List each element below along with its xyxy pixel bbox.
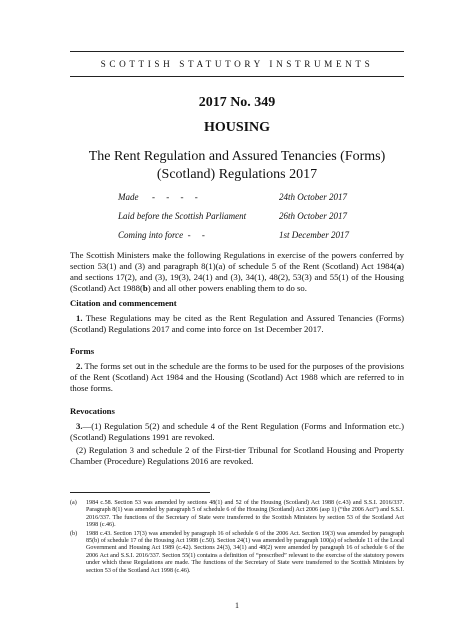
instrument-title: The Rent Regulation and Assured Tenancies (Forms) (Scotland) Regulations 2017 [88, 149, 386, 182]
footnote-ref-a[interactable]: a [396, 261, 402, 271]
regulation-number: 1. [76, 313, 83, 323]
date-value: 1st December 2017 [279, 230, 349, 240]
regulation-2 [70, 361, 404, 394]
dates-table [118, 192, 358, 249]
instrument-subject: HOUSING [203, 120, 271, 135]
footnote-marker: (a) [70, 500, 77, 506]
instrument-number: 2017 No. 349 [198, 95, 276, 110]
footnote-marker: (b) [70, 530, 78, 537]
regulation-text: —(1) Regulation 5(2) and schedule 4 of the Rent Regulation (Forms and Information etc.) (Scotland) Regulations 1991 are revoked. [70, 421, 404, 442]
preamble-text: The Scottish Ministers make the following Regulations in exercise of the powers conferred by section 53(1) and (3) and paragraph 8(1)(a) of schedule 5 of the Rent (Scotland) Act 1984( [70, 250, 404, 271]
regulation-3-paragraph-2: (2) Regulation 3 and schedule 2 of the First-tier Tribunal for Scotland Housing and Property Chamber (Procedure) Regulations 2016 are revoked. [70, 445, 404, 466]
regulation-text: The forms set out in the schedule are the forms to be used for the purposes of the provisions of the Rent (Scotland) Act 1984 and the Housing (Scotland) Act 1988 which are referred to in those forms. [70, 361, 404, 393]
footnote-text: 1984 c.58. Section 53 was amended by sections 48(1) and 52 of the Housing (Scotland) Act 1988 (c.43) and S.S.I. 2016/337. Paragraph 8(1) was amended by paragraph 5 of schedule 6 of the Housing (Scotland) Act 2006 (asp 1) (“the 2006 Act”) and S.S.I. 2016/337. The functions of the Secretary of State were transferred to the Scottish Ministers by section 53 of the Scotland Act 1998 (c.46). [86, 500, 404, 529]
date-label: Coming into force - - [118, 230, 205, 240]
date-row-laid [118, 211, 358, 230]
series-heading: SCOTTISH STATUTORY INSTRUMENTS [100, 59, 374, 69]
date-value: 26th October 2017 [279, 211, 347, 221]
header-rule-bottom [70, 76, 404, 77]
footnote-b [70, 531, 404, 575]
section-heading-forms: Forms [70, 346, 95, 356]
page-number: 1 [235, 601, 239, 610]
footnote-separator [70, 492, 210, 493]
footnote-ref-b[interactable]: b [142, 283, 148, 293]
regulation-number: 3. [76, 421, 83, 431]
regulation-text: These Regulations may be cited as the Rent Regulation and Assured Tenancies (Forms) (Scotland) Regulations 2017 and come into force on 1st December 2017. [70, 313, 404, 334]
preamble-text: ) and all other powers enabling them to do so. [147, 283, 307, 293]
header-rule-top [70, 51, 404, 52]
preamble-paragraph [70, 250, 404, 294]
section-heading-citation: Citation and commencement [70, 298, 177, 308]
date-label: Laid before the Scottish Parliament [118, 211, 247, 221]
section-heading-revocations: Revocations [70, 406, 115, 416]
regulation-1 [70, 313, 404, 335]
date-row-in-force [118, 230, 358, 249]
footnote-a [70, 500, 404, 530]
regulation-number: 2. [76, 361, 83, 371]
footnotes [70, 500, 404, 575]
regulation-3-paragraph-1 [70, 421, 404, 443]
date-row-made [118, 192, 358, 211]
date-label: Made - - - - [118, 192, 198, 202]
preamble-text: ) and sections 17(2), and (3), 19(3), 24(1) and (3), 34(1), 48(2), 53(3) and 55(1) of the Housing (Scotland) Act 1988( [70, 261, 404, 293]
footnote-text: 1988 c.43. Section 17(3) was amended by paragraph 16 of schedule 6 of the 2006 Act. Section 19(3) was amended by paragraph 85(b) of schedule 17 of the Housing Act 1988 (c.50). Section 24(1) was amended by paragraph 100(a) of schedule 11 of the Local Government and Housing Act 1989 (c.42). Sections 24(3), 34(1) and 48(2) were amended by paragraph 16 of schedule 6 of the 2006 Act and S.S.I. 2016/337. Section 55(1) contains a definition of “prescribed” relevant to the exercise of the statutory powers under which these Regulations are made. The functions of the Secretary of State were transferred to the Scottish Ministers by section 53 of the Scotland Act 1998 (c.46). [86, 530, 404, 574]
date-value: 24th October 2017 [279, 192, 347, 202]
